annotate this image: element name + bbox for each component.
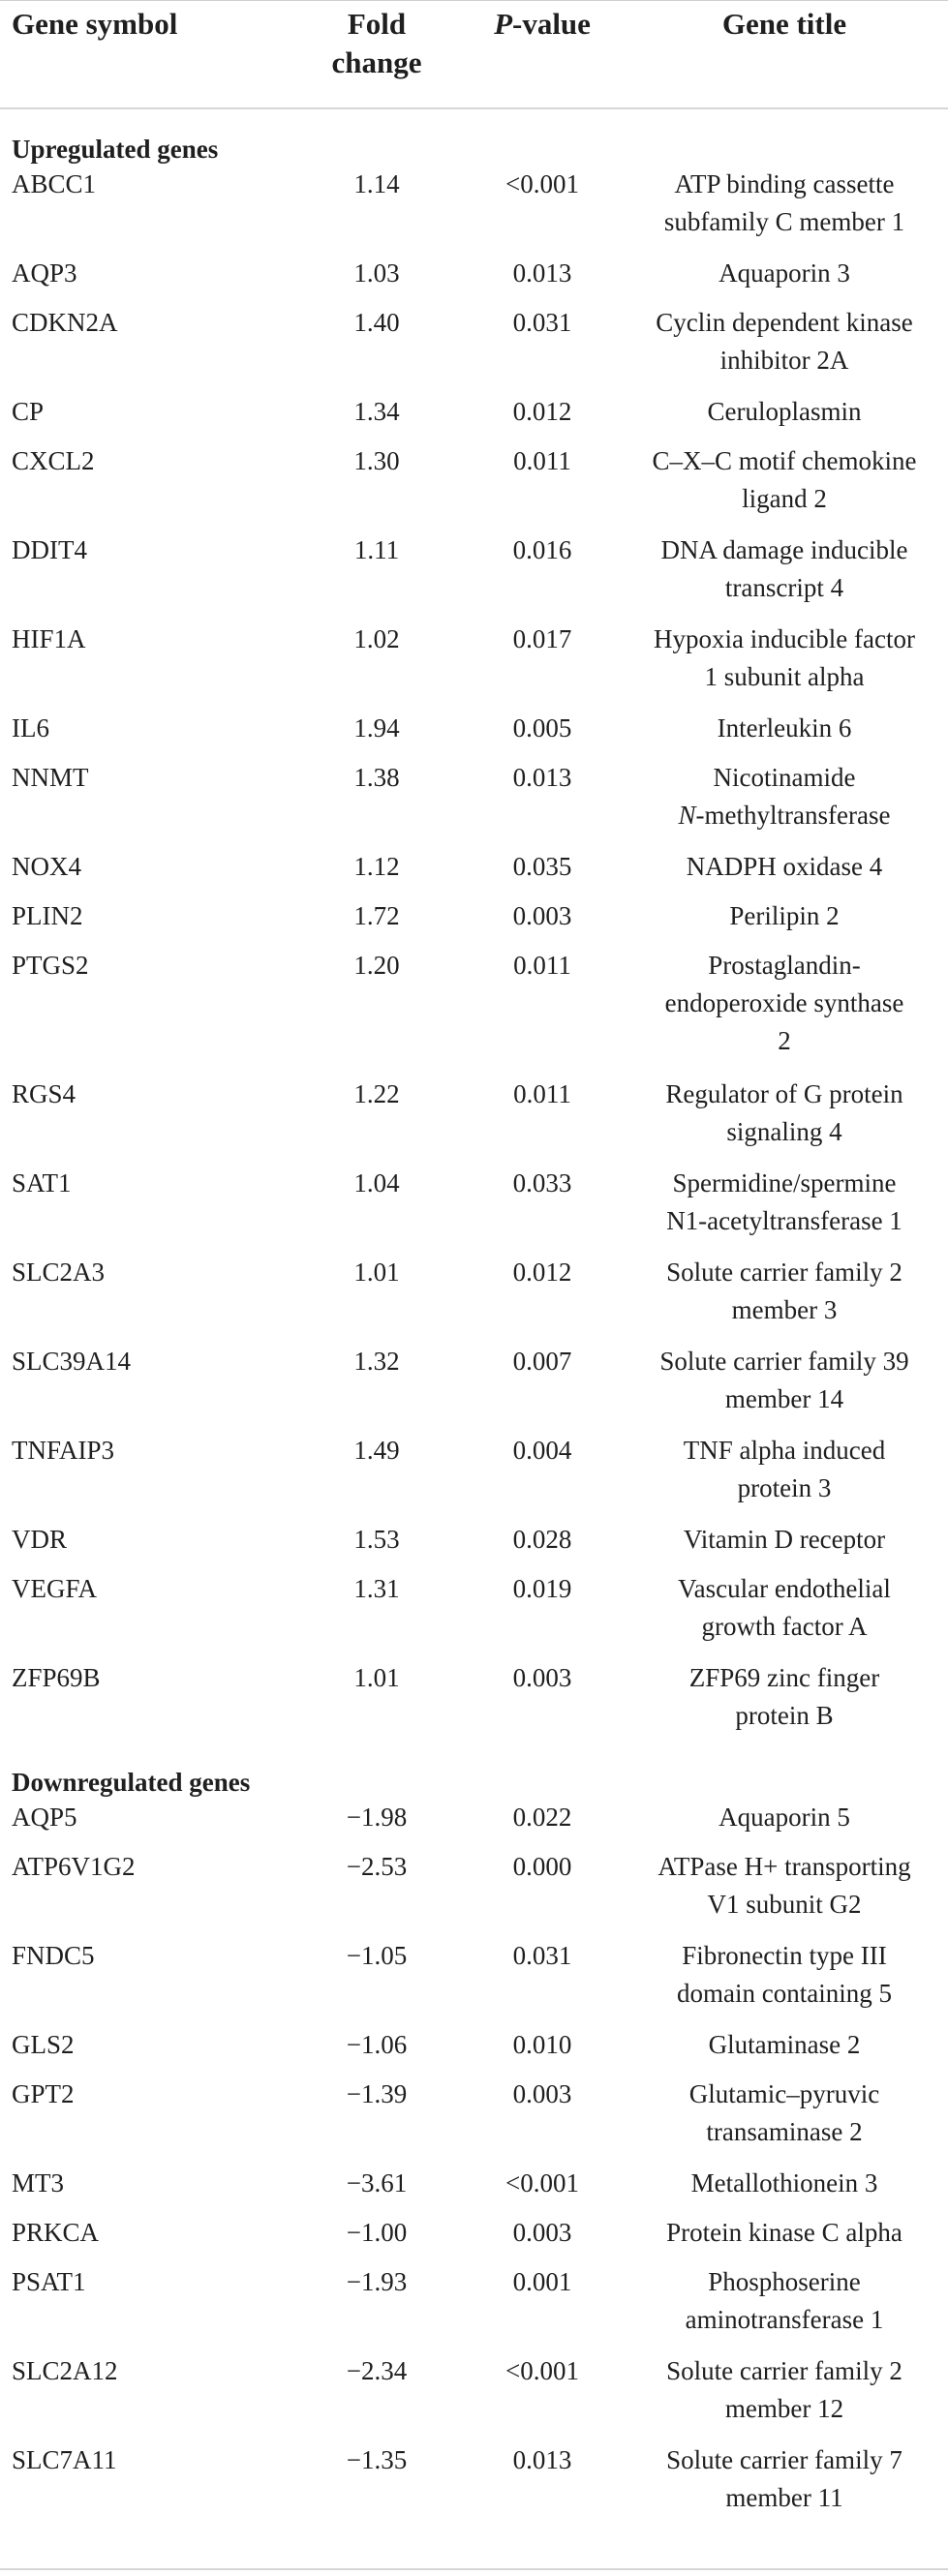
gene-title-cell <box>629 615 939 696</box>
gene-title-line: aminotransferase 1 <box>685 2305 884 2334</box>
header-p-italic: P <box>494 7 512 41</box>
table-row <box>0 298 948 387</box>
gene-title-line: Phosphoserine <box>708 2267 861 2296</box>
p-value-cell: 0.000 <box>512 1852 572 1881</box>
gene-title-cell <box>629 437 939 518</box>
gene-title-cell <box>629 704 939 747</box>
p-value-cell: 0.011 <box>513 1079 571 1108</box>
fold-change-cell: 1.53 <box>353 1525 400 1554</box>
p-value-cell: 0.013 <box>512 258 572 288</box>
table-row <box>0 1564 948 1653</box>
fold-change-cell: 1.01 <box>353 1258 400 1287</box>
gene-symbol-cell: AQP3 <box>12 258 77 288</box>
gene-symbol-cell: ATP6V1G2 <box>12 1852 136 1881</box>
fold-change-cell: 1.34 <box>353 397 400 426</box>
gene-symbol-cell: PRKCA <box>12 2218 100 2247</box>
gene-title-line: Nicotinamide <box>713 763 856 792</box>
p-value-cell: 0.012 <box>512 397 572 426</box>
fold-change-cell: −2.34 <box>346 2356 408 2385</box>
table-body <box>0 109 948 2525</box>
gene-title-line: Interleukin 6 <box>717 713 852 742</box>
table-row <box>0 437 948 526</box>
header-gene-symbol: Gene symbol <box>12 7 178 41</box>
p-value-cell: 0.003 <box>512 901 572 930</box>
table-row <box>0 753 948 842</box>
gene-title-line: protein 3 <box>737 1473 832 1502</box>
gene-symbol-cell: MT3 <box>12 2168 64 2197</box>
gene-title-cell <box>629 2258 939 2339</box>
fold-change-cell: 1.04 <box>353 1168 400 1197</box>
gene-title-line: NADPH oxidase 4 <box>686 852 883 881</box>
header-p-rest: -value <box>512 7 591 41</box>
p-value-cell: 0.010 <box>512 2030 572 2059</box>
table-row <box>0 2159 948 2208</box>
section-upregulated: Upregulated genes <box>12 135 219 164</box>
gene-title-line: Aquaporin 3 <box>719 258 850 288</box>
gene-title-cell <box>629 1426 939 1507</box>
p-value-cell: 0.028 <box>512 1525 572 1554</box>
gene-title-cell <box>629 1070 939 1151</box>
gene-title-cell <box>629 526 939 607</box>
table-row <box>0 842 948 892</box>
fold-change-cell: −1.93 <box>346 2267 408 2296</box>
gene-symbol-cell: SAT1 <box>12 1168 72 1197</box>
gene-title-line: Solute carrier family 2 <box>666 1258 902 1287</box>
gene-symbol-cell: HIF1A <box>12 624 86 653</box>
fold-change-cell: 1.32 <box>353 1347 400 1376</box>
gene-title-line: Solute carrier family 2 <box>666 2356 902 2385</box>
gene-symbol-cell: DDIT4 <box>12 535 87 564</box>
gene-title-line: Ceruloplasmin <box>707 397 862 426</box>
gene-title-line <box>629 797 939 834</box>
p-value-cell: 0.013 <box>512 763 572 792</box>
gene-title-line: member 11 <box>725 2483 843 2512</box>
gene-title-cell <box>629 2436 939 2517</box>
gene-title-cell <box>629 298 939 379</box>
fold-change-cell: −1.35 <box>346 2445 408 2474</box>
fold-change-cell: 1.14 <box>353 169 400 198</box>
table-row <box>0 1248 948 1337</box>
gene-title-cell <box>629 1564 939 1646</box>
gene-title-line: Vitamin D receptor <box>683 1525 886 1554</box>
gene-title-cell <box>629 2208 939 2252</box>
p-value-cell: <0.001 <box>505 169 579 198</box>
table-row <box>0 526 948 615</box>
gene-title-line: growth factor A <box>701 1612 868 1641</box>
gene-title-cell <box>629 892 939 935</box>
gene-title-line: DNA damage inducible <box>660 535 908 564</box>
table-row <box>0 249 948 298</box>
fold-change-cell: 1.31 <box>353 1574 400 1603</box>
table-row <box>0 387 948 437</box>
gene-title-cell <box>629 842 939 886</box>
table-row <box>0 1653 948 1743</box>
gene-symbol-cell: PTGS2 <box>12 951 89 980</box>
table-row <box>0 1070 948 1159</box>
gene-title-cell <box>629 160 939 241</box>
gene-title-line: V1 subunit G2 <box>707 1890 862 1919</box>
gene-symbol-cell: GLS2 <box>12 2030 75 2059</box>
p-value-cell: 0.011 <box>513 446 571 475</box>
p-value-cell: 0.005 <box>512 713 572 742</box>
gene-title-cell <box>629 2070 939 2151</box>
fold-change-cell: 1.49 <box>353 1436 400 1465</box>
table-row <box>0 1426 948 1515</box>
gene-title-line: member 3 <box>731 1295 838 1324</box>
gene-title-cell <box>629 1248 939 1329</box>
p-value-cell: <0.001 <box>505 2356 579 2385</box>
table-row <box>0 615 948 704</box>
table-row <box>0 704 948 753</box>
p-value-cell: 0.004 <box>512 1436 572 1465</box>
fold-change-cell: 1.22 <box>353 1079 400 1108</box>
gene-title-cell <box>629 1931 939 2013</box>
p-value-cell: 0.011 <box>513 951 571 980</box>
gene-title-cell <box>629 1793 939 1836</box>
gene-title-cell <box>629 1159 939 1240</box>
table-row <box>0 892 948 941</box>
gene-symbol-cell: SLC7A11 <box>12 2445 117 2474</box>
table-row <box>0 2020 948 2070</box>
p-value-cell: 0.007 <box>512 1347 572 1376</box>
fold-change-cell: −1.05 <box>346 1941 408 1970</box>
fold-change-cell: −3.61 <box>346 2168 408 2197</box>
gene-title-line: ATPase H+ transporting <box>657 1852 911 1881</box>
gene-title-line: ZFP69 zinc finger <box>688 1663 880 1692</box>
header-gene-title: Gene title <box>721 7 847 41</box>
gene-symbol-cell: VDR <box>12 1525 68 1554</box>
fold-change-cell: −1.06 <box>346 2030 408 2059</box>
fold-change-cell: 1.40 <box>353 308 400 337</box>
downregulated-rows <box>0 1793 948 2525</box>
gene-title-cell <box>629 1653 939 1735</box>
fold-change-cell: −1.98 <box>346 1803 408 1832</box>
p-value-cell: 0.022 <box>512 1803 572 1832</box>
gene-title-line: signaling 4 <box>726 1117 842 1146</box>
gene-title-line: domain containing 5 <box>677 1979 892 2008</box>
gene-symbol-cell: SLC2A12 <box>12 2356 118 2385</box>
gene-title-line: subfamily C member 1 <box>663 207 905 236</box>
gene-title-line: Prostaglandin- <box>708 951 861 980</box>
gene-title-line: Solute carrier family 7 <box>666 2445 902 2474</box>
gene-title-line: endoperoxide synthase <box>664 988 904 1017</box>
table-header <box>0 0 948 106</box>
gene-title-line: 2 <box>778 1026 791 1055</box>
fold-change-cell: 1.12 <box>353 852 400 881</box>
p-value-cell: 0.031 <box>512 308 572 337</box>
p-value-cell: 0.017 <box>512 624 572 653</box>
fold-change-cell: 1.01 <box>353 1663 400 1692</box>
p-value-cell: 0.003 <box>512 1663 572 1692</box>
p-value-cell: 0.013 <box>512 2445 572 2474</box>
table-row <box>0 1842 948 1931</box>
table-bottom-rule <box>0 2568 948 2570</box>
gene-symbol-cell: RGS4 <box>12 1079 76 1108</box>
gene-symbol-cell: ABCC1 <box>12 169 97 198</box>
gene-symbol-cell: CXCL2 <box>12 446 95 475</box>
fold-change-cell: 1.02 <box>353 624 400 653</box>
table-row <box>0 2436 948 2525</box>
gene-title-line: Fibronectin type III <box>682 1941 887 1970</box>
table-row <box>0 2258 948 2347</box>
header-p-value <box>465 5 620 44</box>
gene-title-line: transcript 4 <box>724 573 844 602</box>
gene-title-line: 1 subunit alpha <box>704 662 865 691</box>
gene-title-line: Cyclin dependent kinase <box>656 308 913 337</box>
gene-symbol-cell: TNFAIP3 <box>12 1436 115 1465</box>
fold-change-cell: 1.94 <box>353 713 400 742</box>
gene-symbol-cell: NNMT <box>12 763 89 792</box>
p-value-cell: 0.012 <box>512 1258 572 1287</box>
gene-title-line: N1-acetyltransferase 1 <box>666 1206 902 1235</box>
gene-title-line: ATP binding cassette <box>674 169 895 198</box>
fold-change-cell: 1.30 <box>353 446 400 475</box>
gene-symbol-cell: GPT2 <box>12 2079 75 2108</box>
gene-title-cell <box>629 249 939 292</box>
gene-title-line: Spermidine/spermine <box>672 1168 897 1197</box>
fold-change-cell: −2.53 <box>346 1852 408 1881</box>
table-row <box>0 1515 948 1564</box>
gene-symbol-cell: SLC2A3 <box>12 1258 106 1287</box>
header-fold-line2: change <box>331 45 422 79</box>
fold-change-cell: −1.39 <box>346 2079 408 2108</box>
p-value-cell: 0.033 <box>512 1168 572 1197</box>
fold-change-cell: 1.38 <box>353 763 400 792</box>
gene-title-line: Solute carrier family 39 <box>659 1347 909 1376</box>
gene-title-line: Protein kinase C alpha <box>666 2218 902 2247</box>
p-value-cell: 0.031 <box>512 1941 572 1970</box>
gene-title-cell <box>629 2159 939 2202</box>
gene-title-rest: -methyltransferase <box>695 801 891 830</box>
gene-title-line: protein B <box>735 1701 834 1730</box>
table-row <box>0 1793 948 1842</box>
gene-title-cell <box>629 387 939 431</box>
gene-title-line: member 12 <box>724 2394 844 2423</box>
gene-symbol-cell: PLIN2 <box>12 901 83 930</box>
gene-symbol-cell: AQP5 <box>12 1803 77 1832</box>
fold-change-cell: 1.72 <box>353 901 400 930</box>
gene-title-cell <box>629 2347 939 2428</box>
gene-title-line: transaminase 2 <box>706 2117 863 2146</box>
gene-symbol-cell: FNDC5 <box>12 1941 95 1970</box>
gene-title-line: TNF alpha induced <box>683 1436 886 1465</box>
gene-title-line: C–X–C motif chemokine <box>652 446 917 475</box>
gene-title-cell <box>629 1842 939 1924</box>
gene-symbol-cell: CDKN2A <box>12 308 118 337</box>
gene-symbol-cell: VEGFA <box>12 1574 98 1603</box>
gene-symbol-cell: ZFP69B <box>12 1663 101 1692</box>
gene-title-cell <box>629 1337 939 1418</box>
gene-title-line: Vascular endothelial <box>678 1574 891 1603</box>
p-value-cell: 0.001 <box>512 2267 572 2296</box>
gene-title-line: Perilipin 2 <box>729 901 840 930</box>
p-value-cell: 0.003 <box>512 2079 572 2108</box>
fold-change-cell: −1.00 <box>346 2218 408 2247</box>
table-row <box>0 2347 948 2436</box>
gene-title-line: Glutaminase 2 <box>708 2030 861 2059</box>
gene-title-line: Regulator of G protein <box>665 1079 903 1108</box>
header-fold-line1: Fold <box>347 7 407 41</box>
fold-change-cell: 1.11 <box>353 535 400 564</box>
table-row <box>0 1159 948 1248</box>
table-row <box>0 160 948 249</box>
gene-symbol-cell: SLC39A14 <box>12 1347 132 1376</box>
gene-title-line: Glutamic–pyruvic <box>688 2079 880 2108</box>
gene-title-line: member 14 <box>724 1384 844 1413</box>
gene-title-line: inhibitor 2A <box>719 346 849 375</box>
fold-change-cell: 1.03 <box>353 258 400 288</box>
p-value-cell: 0.003 <box>512 2218 572 2247</box>
table-row <box>0 1337 948 1426</box>
gene-title-cell <box>629 753 939 834</box>
gene-symbol-cell: IL6 <box>12 713 49 742</box>
fold-change-cell: 1.20 <box>353 951 400 980</box>
gene-symbol-cell: CP <box>12 397 45 426</box>
header-fold-change <box>324 5 429 82</box>
gene-title-italic: N <box>678 801 696 830</box>
gene-title-line: Hypoxia inducible factor <box>654 624 915 653</box>
p-value-cell: 0.019 <box>512 1574 572 1603</box>
gene-title-cell <box>629 941 939 1060</box>
p-value-cell: <0.001 <box>505 2168 579 2197</box>
table-row <box>0 2208 948 2258</box>
upregulated-rows <box>0 160 948 1743</box>
gene-title-line: Metallothionein 3 <box>690 2168 878 2197</box>
gene-symbol-cell: NOX4 <box>12 852 81 881</box>
gene-title-cell <box>629 2020 939 2064</box>
p-value-cell: 0.035 <box>512 852 572 881</box>
gene-title-line: Aquaporin 5 <box>719 1803 850 1832</box>
table-row <box>0 1931 948 2020</box>
gene-title-line: ligand 2 <box>742 484 827 513</box>
table-row <box>0 2070 948 2159</box>
gene-symbol-cell: PSAT1 <box>12 2267 86 2296</box>
table-row <box>0 941 948 1070</box>
gene-title-cell <box>629 1515 939 1559</box>
section-downregulated: Downregulated genes <box>12 1768 251 1797</box>
p-value-cell: 0.016 <box>512 535 572 564</box>
